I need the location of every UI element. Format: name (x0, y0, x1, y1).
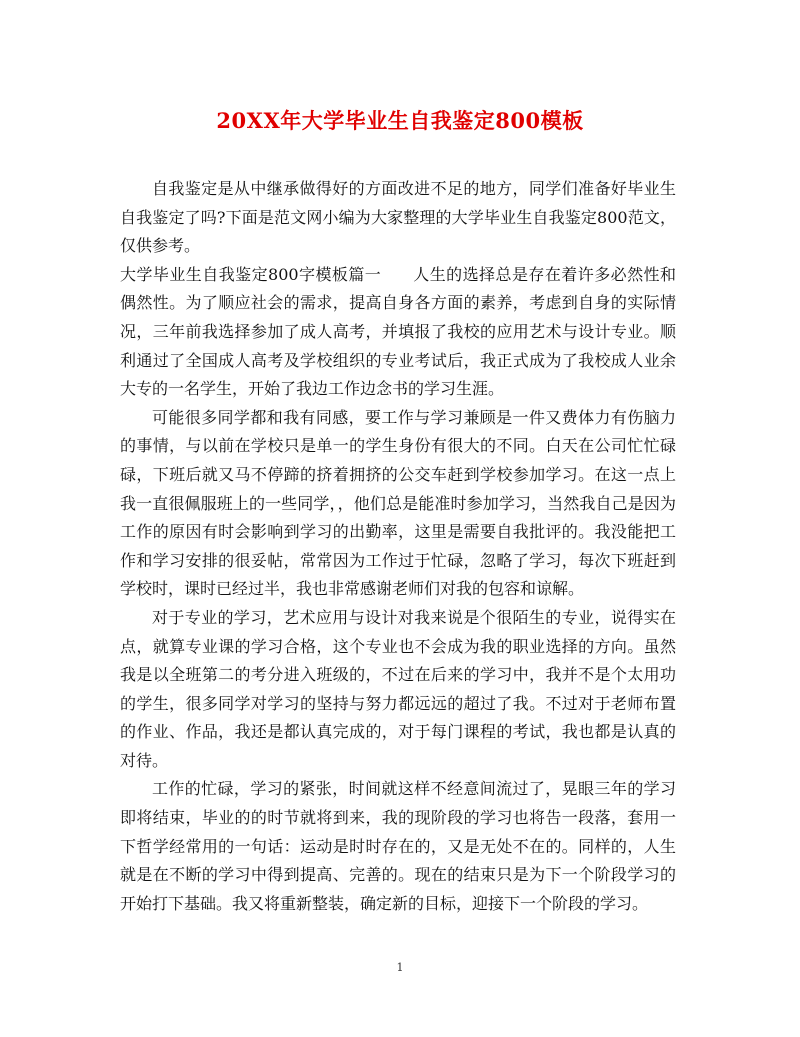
section-heading: 大学毕业生自我鉴定800字模板篇一 (120, 264, 382, 284)
document-title: 20XX年大学毕业生自我鉴定800模板 (216, 108, 584, 133)
body-paragraph-2: 对于专业的学习，艺术应用与设计对我来说是个很陌生的专业，说得实在点，就算专业课的学习合格，这个专业也不会成为我的职业选择的方向。虽然我是以全班第二的考分进入班级的，不过在后来的学习中，我并不是个太用功的学生，很多同学对学习的坚持与努力都远远的超过了我。不过对于老师布置的作业、作品，我还是都认真完成的，对于每门课程的考试，我也都是认真的对待。 (120, 607, 676, 770)
intro-paragraph: 自我鉴定是从中继承做得好的方面改进不足的地方，同学们准备好毕业生自我鉴定了吗?下面是范文网小编为大家整理的大学毕业生自我鉴定800范文，仅供参考。 (120, 179, 676, 256)
section-paragraph (120, 261, 676, 404)
section-first-paragraph: 人生的选择总是存在着许多必然性和偶然性。为了顺应社会的需求，提高自身各方面的素养，考虑到自身的实际情况，三年前我选择参加了成人高考，并填报了我校的应用艺术与设计专业。顺利通过了全国成人高考及学校组织的专业考试后，我正式成为了我校成人业余大专的一名学生，开始了我边工作边念书的学习生涯。 (120, 264, 676, 399)
document-body (120, 175, 676, 918)
body-paragraph-1: 可能很多同学都和我有同感，要工作与学习兼顾是一件又费体力有伤脑力的事情，与以前在学校只是单一的学生身份有很大的不同。白天在公司忙忙碌碌，下班后就又马不停蹄的挤着拥挤的公交车赶到学校参加学习。在这一点上我一直很佩服班上的一些同学，，他们总是能准时参加学习，当然我自己是因为工作的原因有时会影响到学习的出勤率，这里是需要自我批评的。我没能把工作和学习安排的很妥帖，常常因为工作过于忙碌，忽略了学习，每次下班赶到学校时，课时已经过半，我也非常感谢老师们对我的包容和谅解。 (120, 407, 676, 599)
page-number: 1 (396, 961, 404, 974)
body-paragraph-3: 工作的忙碌，学习的紧张，时间就这样不经意间流过了，晃眼三年的学习即将结束，毕业的的时节就将到来，我的现阶段的学习也将告一段落，套用一下哲学经常用的一句话：运动是时时存在的，又是无处不在的。同样的，人生就是在不断的学习中得到提高、完善的。现在的结束只是为下一个阶段学习的开始打下基础。我又将重新整装，确定新的目标，迎接下一个阶段的学习。 (120, 779, 676, 913)
